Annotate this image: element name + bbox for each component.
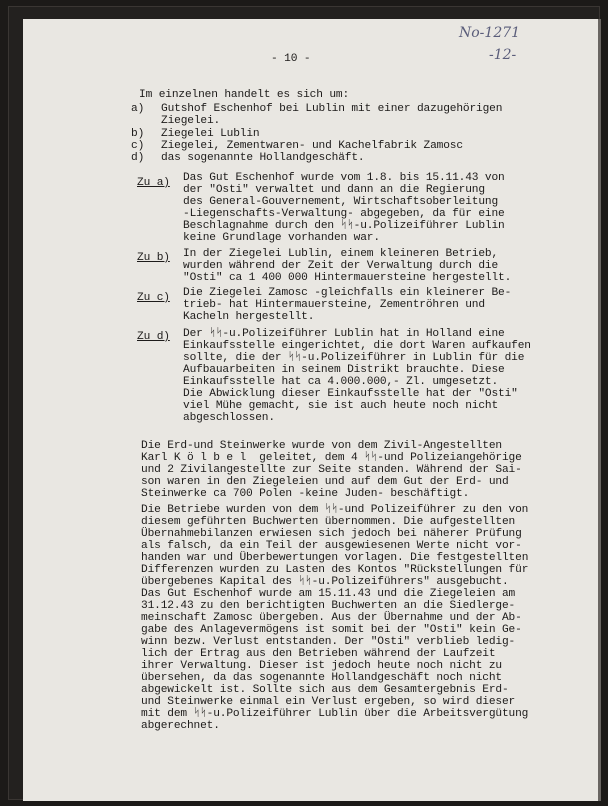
paragraph-line: abgerechnet. (141, 720, 220, 732)
section-line: Die Abwicklung dieser Einkaufsstelle hat der "Osti" (183, 388, 518, 400)
section-label: Zu d) (137, 331, 170, 343)
section-label: Zu c) (137, 292, 170, 304)
paragraph-line: Übernahmebilanzen erwiesen sich jedoch bei näherer Prüfung (141, 528, 522, 540)
document-page (23, 19, 601, 801)
paragraph-line: lich der Ertrag aus den Betrieben während der Laufzeit (141, 648, 496, 660)
scan-frame (8, 6, 600, 800)
list-item-text: Gutshof Eschenhof bei Lublin mit einer dazugehörigen (161, 103, 503, 115)
section-line: Beschlagnahme durch den ᛋᛋ-u.Polizeiführer Lublin (183, 220, 505, 232)
list-marker: b) (131, 128, 145, 140)
paragraph-line: übergebenes Kapital des ᛋᛋ-u.Polizeiführers" ausgebucht. (141, 576, 509, 588)
paragraph-line: Das Gut Eschenhof wurde am 15.11.43 und die Ziegeleien am (141, 588, 516, 600)
section-line: Die Ziegelei Zamosc -gleichfalls ein kleinerer Be- (183, 287, 512, 299)
paragraph-line: handen war und Überbewertungen vorlagen. Die festgestellten (141, 552, 529, 564)
paragraph-line: Steinwerke ca 700 Polen -keine Juden- beschäftigt. (141, 488, 470, 500)
paragraph-line: Karl K ö l b e l geleitet, dem 4 ᛋᛋ-und Polizeiangehörige (141, 452, 522, 464)
paragraph-line: Die Betriebe wurden von dem ᛋᛋ-und Polizeiführer zu den von (141, 504, 529, 516)
list-marker: c) (131, 140, 145, 152)
section-line: Der ᛋᛋ-u.Polizeiführer Lublin hat in Holland eine (183, 328, 505, 340)
section-line: In der Ziegelei Lublin, einem kleineren Betrieb, (183, 248, 499, 260)
paragraph-line: meinschaft Zamosc übergeben. Aus der Übernahme und der Ab- (141, 612, 522, 624)
section-line: des General-Gouvernement, Wirtschaftsoberleitung (183, 196, 499, 208)
list-item-text: Ziegelei, Zementwaren- und Kachelfabrik Zamosc (161, 140, 463, 152)
archive-note-page: -12- (489, 47, 517, 63)
section-line: keine Grundlage vorhanden war. (183, 232, 380, 244)
paragraph-line: und 2 Zivilangestellte zur Seite standen. Während der Sai- (141, 464, 522, 476)
paragraph-line: übersehen, da das sogenannte Hollandgeschäft noch nicht (141, 672, 502, 684)
section-line: der "Osti" verwaltet und dann an die Regierung (183, 184, 485, 196)
list-marker: a) (131, 103, 145, 115)
paragraph-line: son waren in den Ziegeleien und auf dem Gut der Erd- und (141, 476, 509, 488)
paragraph-line: ihrer Verwaltung. Dieser ist jedoch heute noch nicht zu (141, 660, 502, 672)
section-line: Einkaufsstelle eingerichtet, die dort Waren aufkaufen (183, 340, 531, 352)
paragraph-line: 31.12.43 zu den berichtigten Buchwerten an die Siedlerge- (141, 600, 516, 612)
paragraph-line: diesem geführten Buchwerten übernommen. Die aufgestellten (141, 516, 516, 528)
section-line: sollte, die der ᛋᛋ-u.Polizeiführer in Lublin für die (183, 352, 525, 364)
paragraph-line: Die Erd-und Steinwerke wurde von dem Zivil-Angestellten (141, 440, 502, 452)
page-number: - 10 - (271, 53, 311, 65)
section-line: Das Gut Eschenhof wurde vom 1.8. bis 15.11.43 von (183, 172, 505, 184)
paragraph-line: und Steinwerke einmal ein Verlust ergeben, so wird dieser (141, 696, 516, 708)
intro-line: Im einzelnen handelt es sich um: (139, 89, 350, 101)
section-line: Kacheln hergestellt. (183, 311, 315, 323)
list-item-text: Ziegelei. (161, 115, 221, 127)
section-label: Zu a) (137, 177, 170, 189)
list-item-text: Ziegelei Lublin (161, 128, 260, 140)
section-line: "Osti" ca 1 400 000 Hintermauersteine hergestellt. (183, 272, 512, 284)
paragraph-line: gabe des Anlagevermögens ist somit bei der "Osti" kein Ge- (141, 624, 522, 636)
section-line: -Liegenschafts-Verwaltung- abgegeben, da für eine (183, 208, 505, 220)
list-marker: d) (131, 152, 145, 164)
paragraph-line: abgewickelt ist. Sollte sich aus dem Gesamtergebnis Erd- (141, 684, 509, 696)
section-line: Aufbauarbeiten in seinem Distrikt brauchte. Diese (183, 364, 505, 376)
paragraph-line: Differenzen wurden zu Lasten des Kontos "Rückstellungen für (141, 564, 529, 576)
section-label: Zu b) (137, 252, 170, 264)
list-item-text: das sogenannte Hollandgeschäft. (161, 152, 365, 164)
section-line: Einkaufsstelle hat ca 4.000.000,- Zl. umgesetzt. (183, 376, 499, 388)
section-line: trieb- hat Hintermauersteine, Zementröhren und (183, 299, 485, 311)
archive-note-number: No-1271 (459, 25, 521, 41)
section-line: abgeschlossen. (183, 412, 275, 424)
paragraph-line: mit dem ᛋᛋ-u.Polizeiführer Lublin über die Arbeitsvergütung (141, 708, 529, 720)
section-line: viel Mühe gemacht, sie ist auch heute noch nicht (183, 400, 499, 412)
section-line: wurden während der Zeit der Verwaltung durch die (183, 260, 499, 272)
paragraph-line: winn bezw. Verlust entstanden. Der "Osti" verblieb ledig- (141, 636, 516, 648)
paragraph-line: als falsch, da ein Teil der ausgewiesenen Werte nicht vor- (141, 540, 522, 552)
